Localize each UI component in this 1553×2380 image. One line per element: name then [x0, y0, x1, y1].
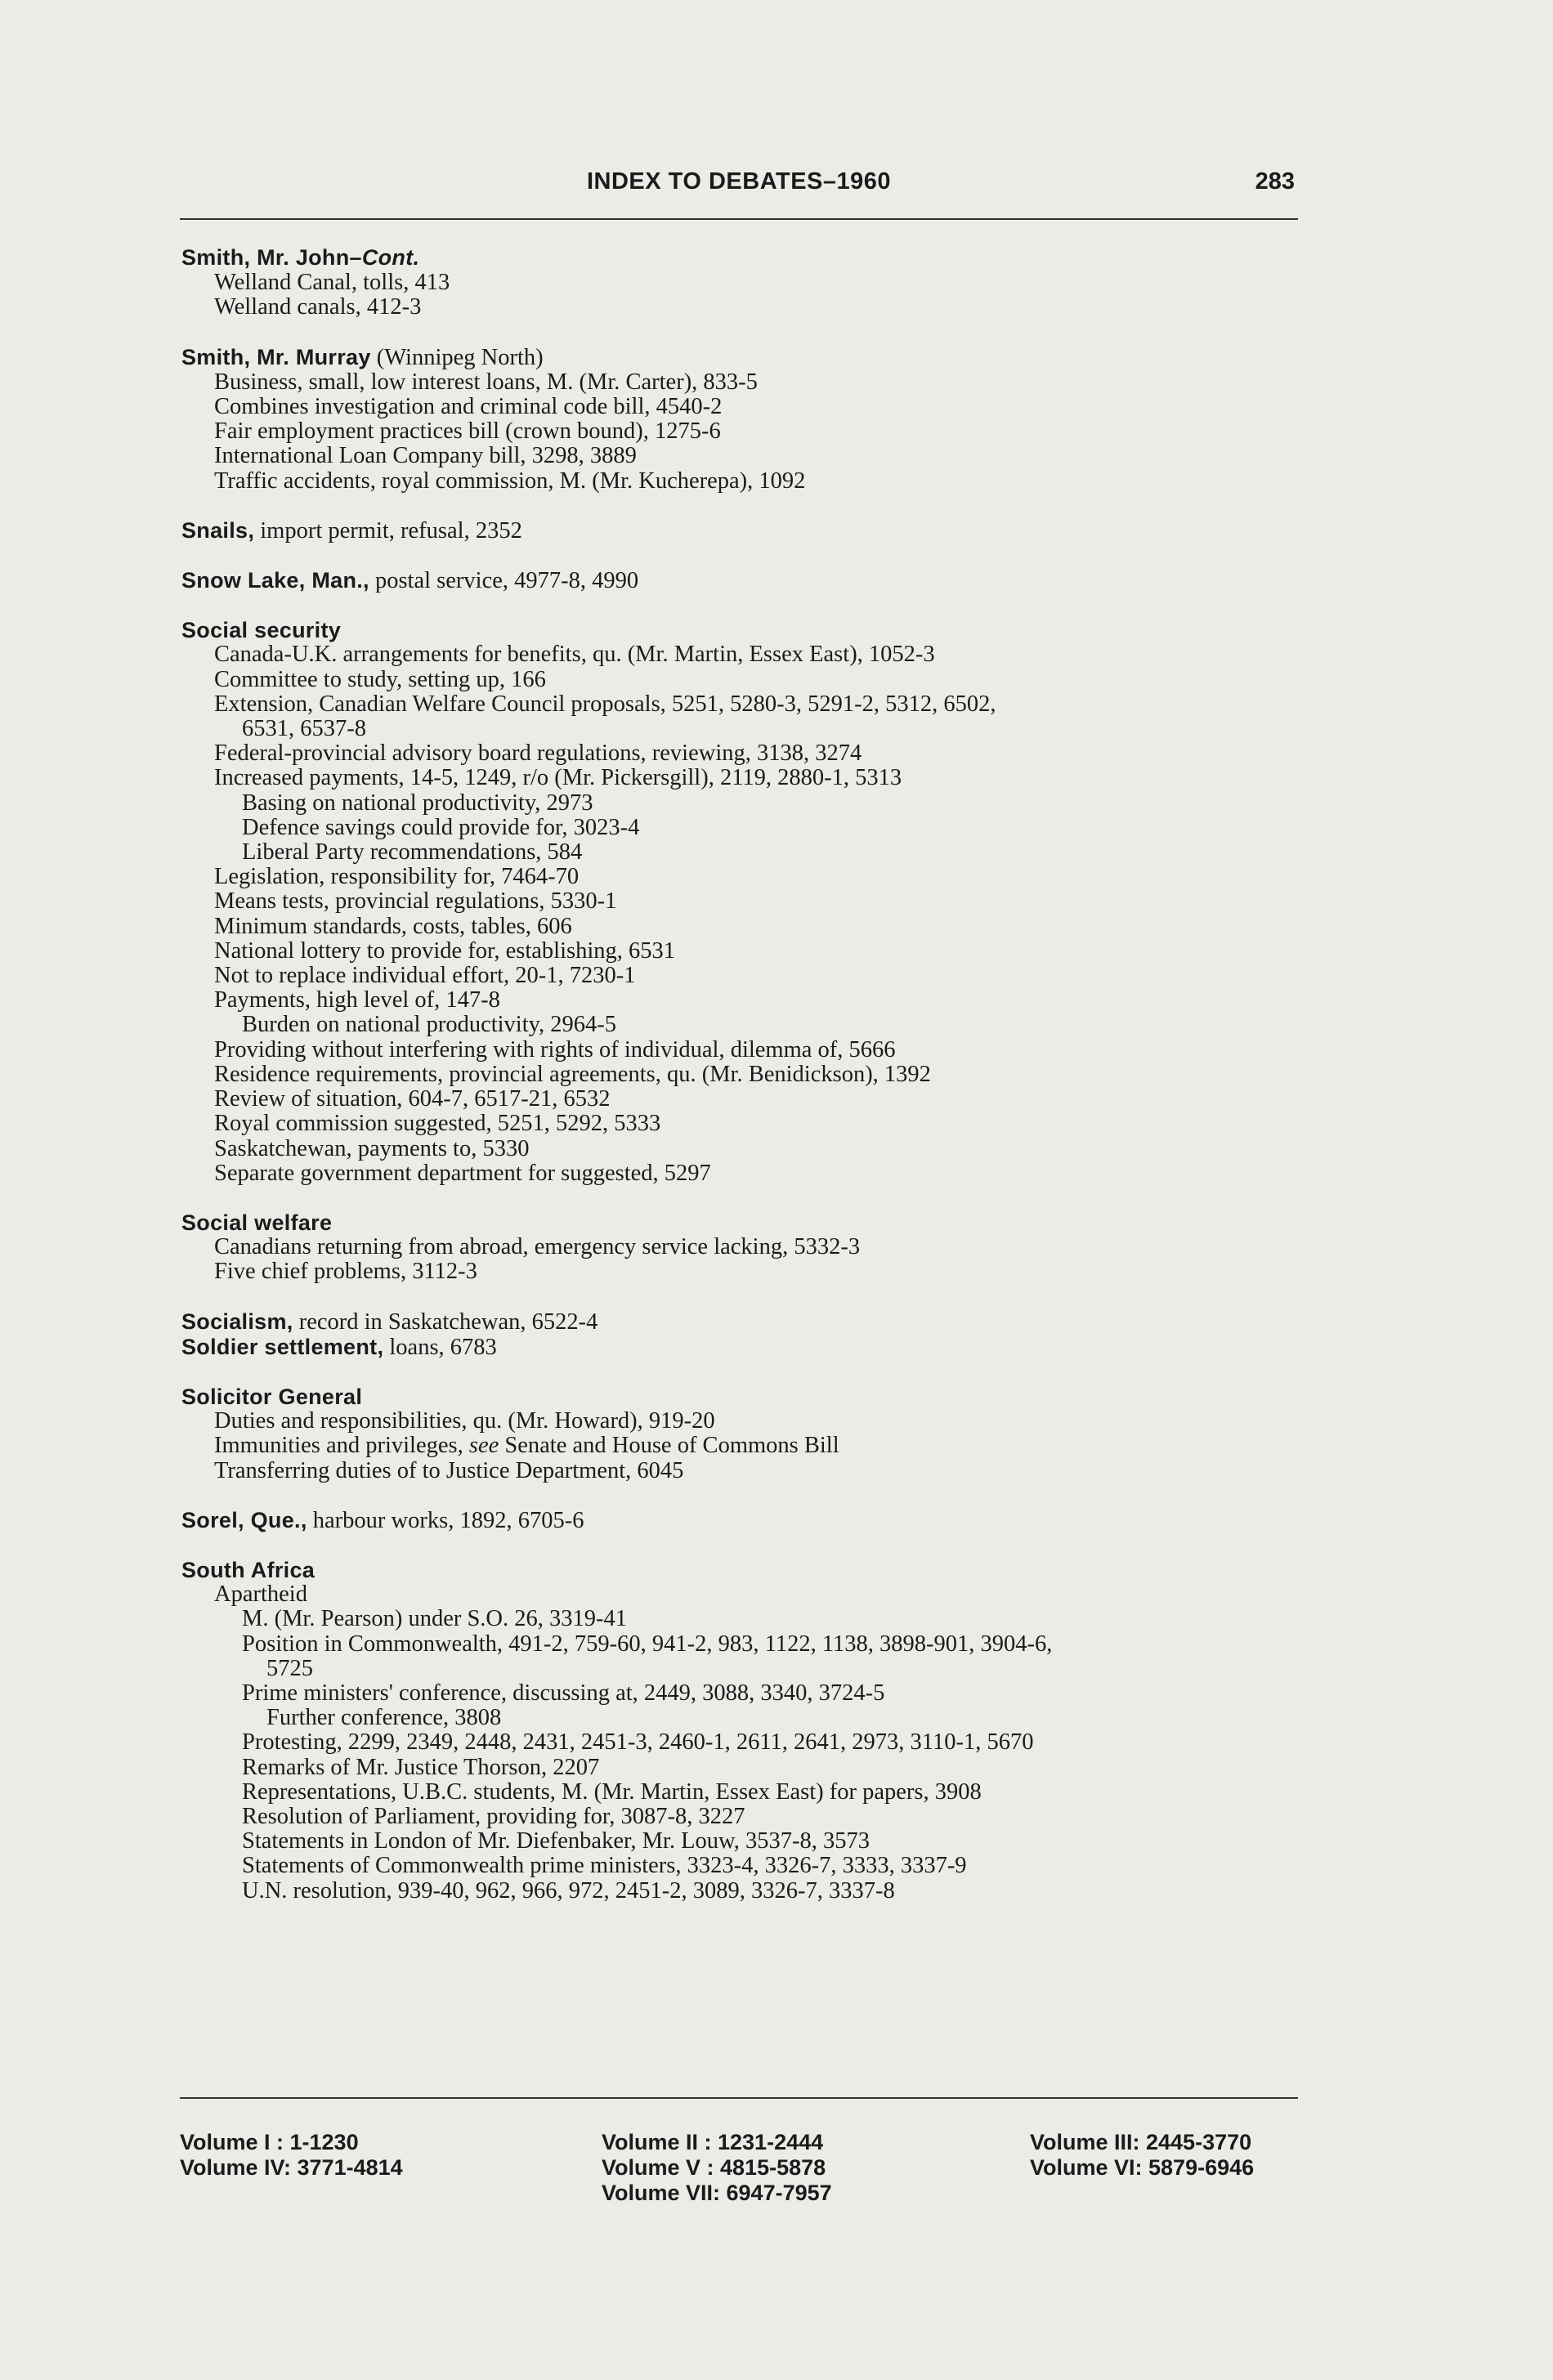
entry-snails: Snails, import permit, refusal, 2352 [181, 517, 522, 544]
list-item: Providing without interfering with rights of individual, dilemma of, 5666 [214, 1036, 896, 1062]
list-item: Transferring duties of to Justice Department, 6045 [214, 1457, 684, 1483]
volume-range: Volume IV: 3771-4814 [180, 2155, 403, 2180]
volume-range: Volume I : 1-1230 [180, 2130, 359, 2154]
list-item: Review of situation, 604-7, 6517-21, 6532 [214, 1086, 611, 1112]
list-item: Increased payments, 14-5, 1249, r/o (Mr. Pickersgill), 2119, 2880-1, 5313 [214, 765, 902, 791]
list-item-continuation: 5725 [266, 1655, 313, 1681]
list-subitem: Defence savings could provide for, 3023-4 [242, 814, 640, 840]
list-item: Residence requirements, provincial agreements, qu. (Mr. Benidickson), 1392 [214, 1061, 931, 1087]
list-item: Payments, high level of, 147-8 [214, 987, 500, 1013]
list-subitem: Further conference, 3808 [266, 1705, 502, 1731]
entry-heading-smith-murray: Smith, Mr. Murray (Winnipeg North) [181, 344, 544, 370]
volume-range: Volume III: 2445-3770 [1030, 2130, 1252, 2154]
entry-soldier-settlement: Soldier settlement, loans, 6783 [181, 1334, 497, 1360]
list-subitem: U.N. resolution, 939-40, 962, 966, 972, 2451-2, 3089, 3326-7, 3337-8 [242, 1877, 895, 1904]
volume-range: Volume II : 1231-2444 [602, 2130, 824, 2154]
volume-range: Volume VI: 5879-6946 [1030, 2155, 1255, 2180]
list-subitem: M. (Mr. Pearson) under S.O. 26, 3319-41 [242, 1606, 628, 1632]
list-item: International Loan Company bill, 3298, 3889 [214, 443, 637, 469]
entry-heading-social-welfare: Social welfare [181, 1210, 333, 1235]
list-item: Extension, Canadian Welfare Council proposals, 5251, 5280-3, 5291-2, 5312, 6502, [214, 691, 996, 717]
entry-heading-smith-john: Smith, Mr. John–Cont. [181, 245, 420, 270]
header-rule [180, 218, 1298, 220]
list-item: Committee to study, setting up, 166 [214, 666, 546, 692]
list-item: Canadians returning from abroad, emergency service lacking, 5332-3 [214, 1234, 861, 1260]
page-number: 283 [1255, 168, 1295, 195]
entry-socialism: Socialism, record in Saskatchewan, 6522-4 [181, 1309, 598, 1335]
volume-range: Volume V : 4815-5878 [602, 2155, 826, 2180]
footer-col-3 [1030, 2130, 1254, 2181]
footer-rule [180, 2097, 1298, 2099]
list-item: Welland canals, 412-3 [214, 294, 422, 320]
list-item: Separate government department for suggested, 5297 [214, 1160, 711, 1186]
entry-sorel: Sorel, Que., harbour works, 1892, 6705-6 [181, 1507, 584, 1533]
list-item-continuation: 6531, 6537-8 [242, 716, 366, 742]
list-subitem: Representations, U.B.C. students, M. (Mr. Martin, Essex East) for papers, 3908 [242, 1778, 982, 1805]
list-subitem: Prime ministers' conference, discussing at, 2449, 3088, 3340, 3724-5 [242, 1680, 885, 1706]
list-item: Combines investigation and criminal code bill, 4540-2 [214, 394, 723, 420]
footer-col-1 [180, 2130, 403, 2181]
list-item: Saskatchewan, payments to, 5330 [214, 1135, 530, 1161]
entry-heading-south-africa: South Africa [181, 1557, 316, 1582]
list-item: Immunities and privileges, see Senate and House of Commons Bill [214, 1433, 839, 1459]
entry-heading-social-security: Social security [181, 618, 342, 643]
list-item: Canada-U.K. arrangements for benefits, qu. (Mr. Martin, Essex East), 1052-3 [214, 642, 935, 668]
list-subitem: Protesting, 2299, 2349, 2448, 2431, 2451-3, 2460-1, 2611, 2641, 2973, 3110-1, 5670 [242, 1729, 1034, 1756]
list-item: Duties and responsibilities, qu. (Mr. Howard), 919-20 [214, 1408, 715, 1434]
list-subitem: Statements in London of Mr. Diefenbaker, Mr. Louw, 3537-8, 3573 [242, 1828, 870, 1854]
list-subitem: Resolution of Parliament, providing for, 3087-8, 3227 [242, 1803, 745, 1829]
list-item: Royal commission suggested, 5251, 5292, 5333 [214, 1111, 661, 1137]
list-item: National lottery to provide for, establishing, 6531 [214, 937, 676, 964]
list-item: Means tests, provincial regulations, 5330-1 [214, 888, 617, 915]
list-subitem: Position in Commonwealth, 491-2, 759-60, 941-2, 983, 1122, 1138, 3898-901, 3904-6, [242, 1631, 1053, 1657]
list-item: Legislation, responsibility for, 7464-70 [214, 864, 580, 890]
list-subitem: Remarks of Mr. Justice Thorson, 2207 [242, 1754, 600, 1780]
list-item: Not to replace individual effort, 20-1, 7230-1 [214, 963, 636, 989]
index-entries [181, 245, 1301, 1904]
entry-snow-lake: Snow Lake, Man., postal service, 4977-8, 4990 [181, 568, 639, 594]
list-item: Minimum standards, costs, tables, 606 [214, 913, 572, 939]
list-subitem: Basing on national productivity, 2973 [242, 790, 593, 816]
list-item: Fair employment practices bill (crown bound), 1275-6 [214, 418, 721, 445]
list-item: Traffic accidents, royal commission, M. (Mr. Kucherepa), 1092 [214, 468, 806, 494]
footer-col-2 [602, 2130, 832, 2206]
list-item: Business, small, low interest loans, M. (Mr. Carter), 833-5 [214, 369, 758, 395]
list-subitem: Statements of Commonwealth prime ministers, 3323-4, 3326-7, 3333, 3337-9 [242, 1853, 967, 1879]
page-header [180, 165, 1298, 206]
list-item: Welland Canal, tolls, 413 [214, 270, 450, 296]
list-item: Apartheid [214, 1581, 307, 1608]
volume-range: Volume VII: 6947-7957 [602, 2181, 832, 2205]
page-title: INDEX TO DEBATES–1960 [586, 168, 892, 195]
list-item: Five chief problems, 3112-3 [214, 1259, 477, 1285]
list-subitem: Burden on national productivity, 2964-5 [242, 1012, 617, 1038]
list-subitem: Liberal Party recommendations, 584 [242, 839, 583, 866]
list-item: Federal-provincial advisory board regulations, reviewing, 3138, 3274 [214, 740, 862, 767]
entry-heading-solicitor-general: Solicitor General [181, 1384, 363, 1409]
